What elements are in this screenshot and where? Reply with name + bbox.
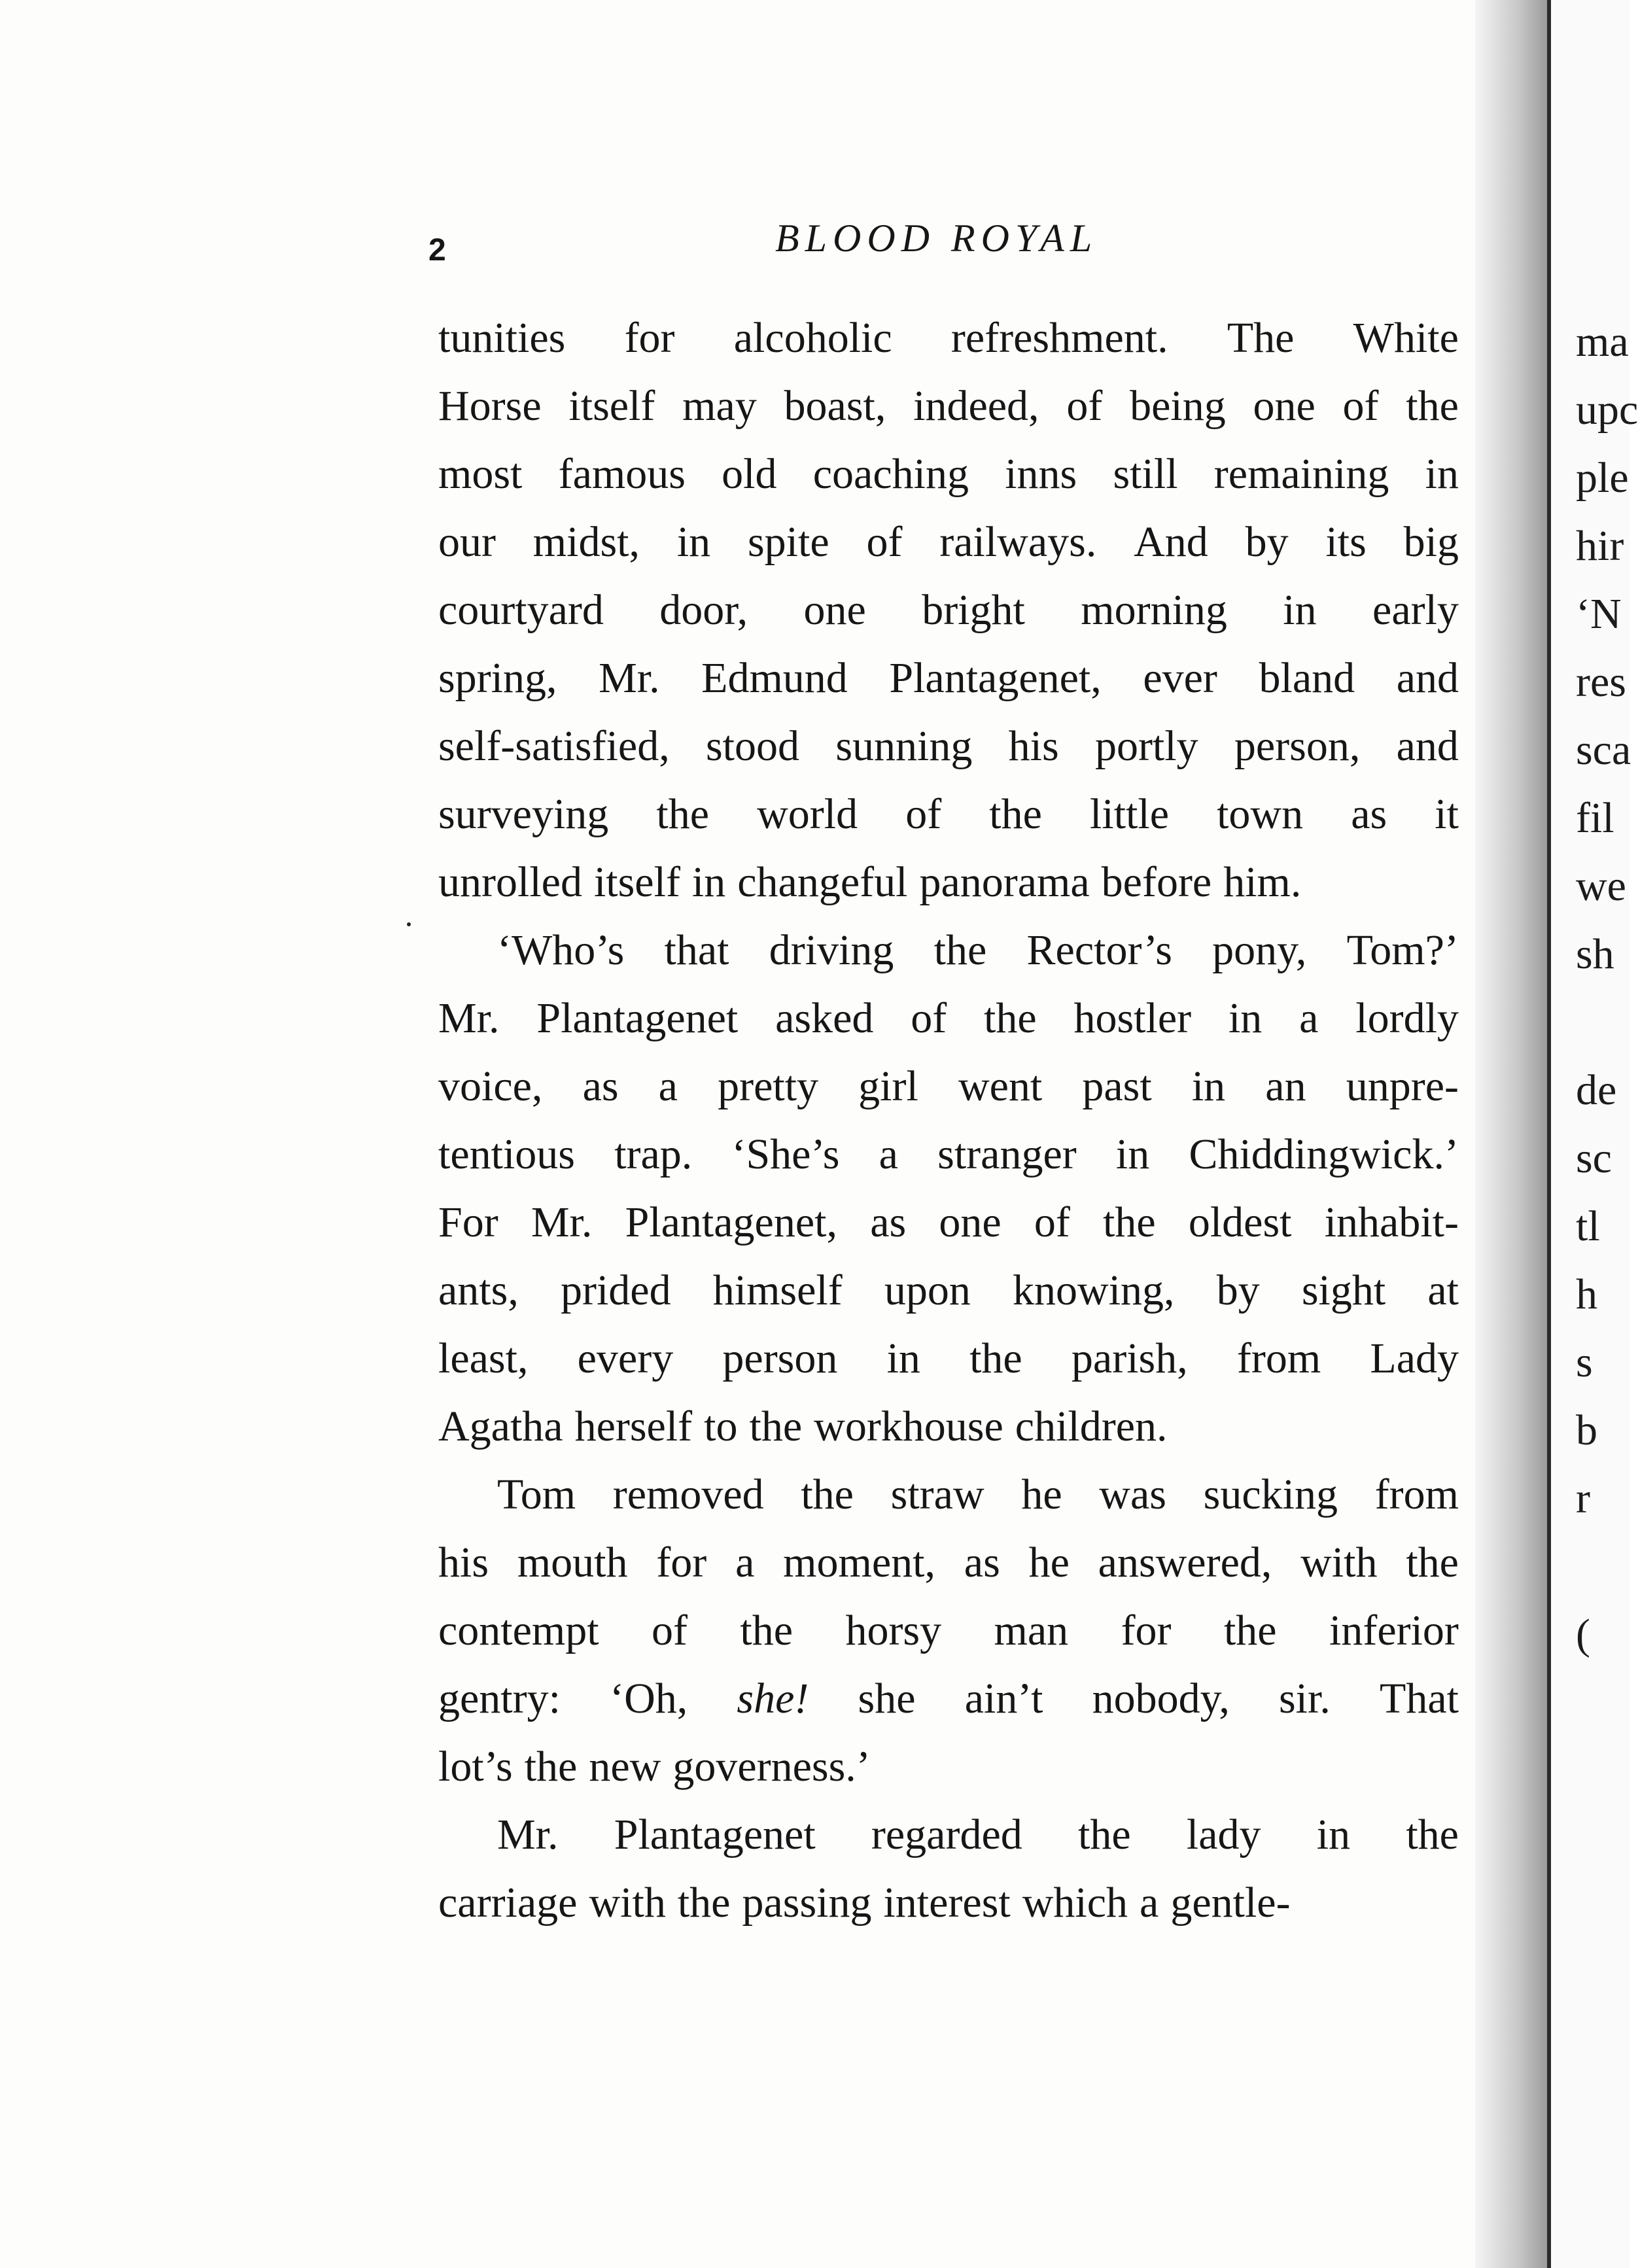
facing-page-fragment: h <box>1576 1270 1597 1318</box>
text-line: Mr. Plantagenet regarded the lady in the <box>497 1811 1459 1858</box>
page-gutter-shadow <box>1475 0 1547 2268</box>
running-head <box>428 216 1151 268</box>
facing-page-edge <box>1547 0 1638 2268</box>
text-line: Mr. Plantagenet asked of the hostler in a lordly <box>438 994 1459 1042</box>
facing-page-fragment: r <box>1576 1474 1590 1522</box>
facing-page-fragment: ( <box>1576 1611 1590 1658</box>
facing-page-fragment: sca <box>1576 726 1631 774</box>
text-line: least, every person in the parish, from Lady <box>438 1335 1459 1382</box>
facing-page-fragment: fil <box>1576 794 1614 842</box>
text-line: surveying the world of the little town as it <box>438 790 1459 838</box>
facing-page-fragment: ma <box>1576 318 1629 366</box>
text-line: spring, Mr. Edmund Plantagenet, ever bland and <box>438 654 1459 702</box>
facing-page-fragment: we <box>1576 862 1626 910</box>
text-line: Tom removed the straw he was sucking from <box>497 1471 1459 1518</box>
facing-page-fragment: sh <box>1576 930 1614 978</box>
facing-page-fragment: ple <box>1576 454 1629 502</box>
page-number: 2 <box>428 233 446 268</box>
paragraph <box>438 1801 1459 1937</box>
text-line: Horse itself may boast, indeed, of being one of the <box>438 382 1459 430</box>
paragraph <box>438 1461 1459 1801</box>
text-line: For Mr. Plantagenet, as one of the oldest inhabit- <box>438 1198 1459 1246</box>
facing-page-fragment: b <box>1576 1406 1597 1454</box>
text-line: self-satisfied, stood sunning his portly person, and <box>438 722 1459 770</box>
text-line: contempt of the horsy man for the inferior <box>438 1607 1459 1654</box>
facing-page-fragment: ‘N <box>1576 590 1622 638</box>
text-line: Agatha herself to the workhouse children. <box>438 1403 1168 1450</box>
body-text <box>438 304 1459 1937</box>
facing-page-fragment: upc <box>1576 386 1638 434</box>
facing-page-fragment: sc <box>1576 1134 1612 1182</box>
facing-page-fragment: tl <box>1576 1202 1600 1250</box>
text-line: ‘Who’s that driving the Rector’s pony, Tom?’ <box>497 926 1459 974</box>
text-line: our midst, in spite of railways. And by its big <box>438 518 1459 566</box>
text-line: voice, as a pretty girl went past in an unpre- <box>438 1062 1459 1110</box>
text-line: tentious trap. ‘She’s a stranger in Chiddingwick.’ <box>438 1130 1459 1178</box>
facing-page-fragment: s <box>1576 1338 1593 1386</box>
text-line: lot’s the new governess.’ <box>438 1743 871 1790</box>
text-line: carriage with the passing interest which a gentle- <box>438 1879 1291 1927</box>
text-line: his mouth for a moment, as he answered, with the <box>438 1539 1459 1586</box>
text-line: ants, prided himself upon knowing, by sight at <box>438 1266 1459 1314</box>
ink-speck <box>407 922 411 926</box>
text-line: unrolled itself in changeful panorama before him. <box>438 858 1302 906</box>
facing-page-fragment: de <box>1576 1066 1617 1114</box>
facing-page-fragment: res <box>1576 658 1626 706</box>
text-line: most famous old coaching inns still remaining in <box>438 450 1459 498</box>
facing-page-fragment: hir <box>1576 522 1624 570</box>
paragraph <box>438 304 1459 916</box>
running-title: BLOOD ROYAL <box>775 217 1098 260</box>
text-line: gentry: ‘Oh, she! she ain’t nobody, sir. That <box>438 1675 1459 1722</box>
paragraph <box>438 916 1459 1461</box>
text-line: tunities for alcoholic refreshment. The White <box>438 314 1459 362</box>
text-line: courtyard door, one bright morning in early <box>438 586 1459 634</box>
